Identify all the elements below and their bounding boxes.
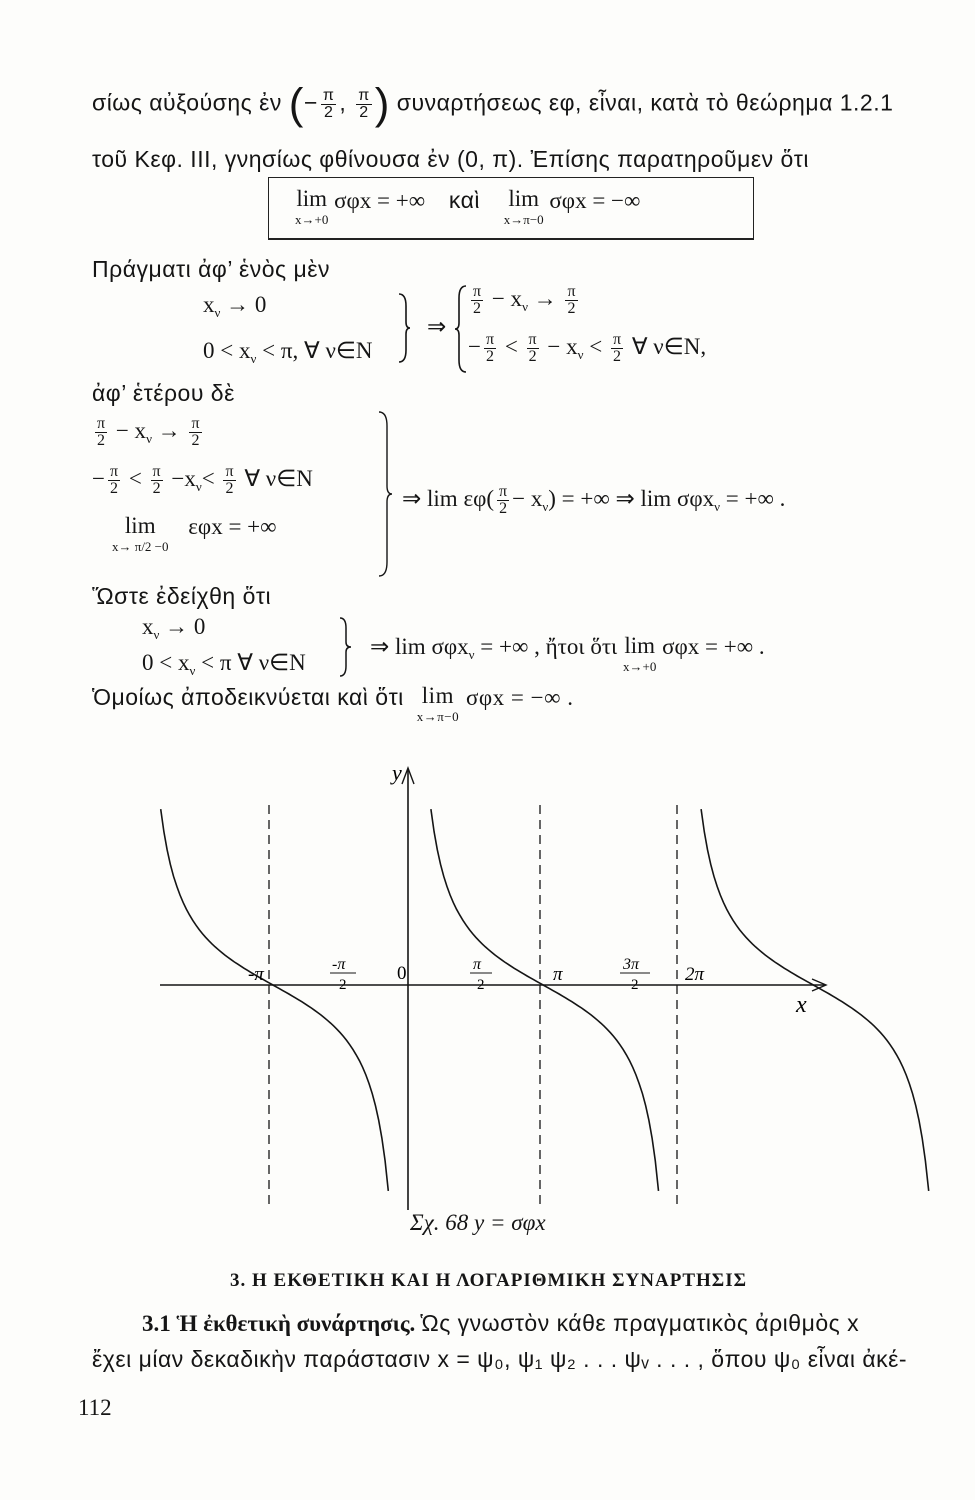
sys1-line1: $x_\nu \to 0$ [203,292,267,320]
sys2-line-b: − $\frac{\pi}{2}$ < $\frac{\pi}{2}$ $-x_\nu<$ $\frac{\pi}{2}$ ∀ ν∈N [92,463,313,497]
sys2-result: ⇒ lim εφ( $\frac{\pi}{2}$ − $x_\nu$) = +∞ ⇒ lim σφx$_\nu$ = +∞ . [402,483,786,517]
text-line-2: τοῦ Κεφ. III, γνησίως φθίνουσα ἐν (0, π). Ἐπίσης παρατηροῦμεν ὅτι [92,146,809,172]
text-afeterou: ἀφ’ ἑτέρου δὲ [92,380,235,406]
sys1-implies: ⇒ [427,314,447,339]
sys3-result: ⇒ lim σφx$_\nu$ = +∞ , ἤτοι ὅτι lim x→+0 σφx = +∞ . [370,633,765,674]
sec31-line2: ἔχει μίαν δεκαδικὴν παράστασιν x = ψ₀, ψ₁ ψ₂ . . . ψᵥ . . . , ὅπου ψ₀ εἶναι ἀκέ- [92,1346,908,1372]
sys2-line-a: $\frac{\pi}{2}$ − $x_\nu$ → $\frac{\pi}{2}$ [97,415,200,449]
page-number: 112 [78,1395,112,1420]
sys1-right-brace [397,292,411,364]
boxed-limits-content: lim x→+0 σφx = +∞ καὶ lim x→π−0 σφx = −∞ [295,186,641,227]
tick-neg-half-pi-num: -π [332,956,346,973]
text-omoios: Ὁμοίως ἀποδεικνύεται καὶ ὅτι lim x→π−0 σφx = −∞ . [92,683,574,724]
cot-branch-main [431,809,659,1191]
tick-half-pi-num: π [473,956,482,973]
cot-branch-right [701,809,929,1191]
sys3-right-brace [338,616,352,678]
sys3-line2: $0 < x_\nu < \pi$ ∀ ν∈N [142,650,306,678]
sys2-line-c: lim x→ π/2 −0 εφx = +∞ [112,513,277,554]
cot-graph [0,750,975,1220]
sys3-line1: $x_\nu \to 0$ [142,614,206,642]
tick-three-half-pi-num: 3π [623,956,640,973]
tick-three-half-pi-den: 2 [631,977,639,993]
tick-two-pi: 2π [685,964,705,985]
tick-pi: π [553,964,563,985]
text-oste: Ὥστε ἐδείχθη ὅτι [92,583,272,609]
tick-neg-half-pi-den: 2 [339,977,347,993]
section-heading: 3. Η ΕΚΘΕΤΙΚΗ ΚΑΙ Η ΛΟΓΑΡΙΘΜΙΚΗ ΣΥΝΑΡΤΗΣΙΣ [230,1270,748,1291]
cot-branch-neg [161,809,389,1191]
sec31-line1: 3.1 Ἡ ἐκθετικὴ συνάρτησις. Ὡς γνωστὸν κάθε πραγματικὸς ἀριθμὸς x [142,1310,860,1336]
y-axis-label: y [392,760,402,785]
tick-zero: 0 [397,963,407,984]
sys1-right-line1: $\frac{\pi}{2}$ − $x_\nu$ → $\frac{\pi}{2}$ [473,283,576,317]
tick-half-pi-den: 2 [477,977,485,993]
figure-caption: Σχ. 68 y = σφx [410,1210,546,1235]
x-axis-label: x [796,992,807,1018]
sys2-right-brace [377,410,393,580]
text-line-1: σίως αὐξούσης ἐν (− $\frac{\pi}{2}$ , $\frac{\pi}{2}$ ) συναρτήσεως εφ, εἶναι, κατὰ τὸ θεώρημα 1.2.1 [92,79,894,129]
sys1-right-line2: − $\frac{\pi}{2}$ < $\frac{\pi}{2}$ − $x_\nu$ < $\frac{\pi}{2}$ ∀ ν∈N, [468,331,707,365]
sys1-line2: $0 < x_\nu < \pi$, ∀ ν∈N [203,338,373,366]
text-pragmati: Πράγματι ἀφ’ ἑνὸς μὲν [92,256,331,282]
tick-neg-pi: -π [248,964,264,985]
sys1-left-brace [454,284,468,374]
